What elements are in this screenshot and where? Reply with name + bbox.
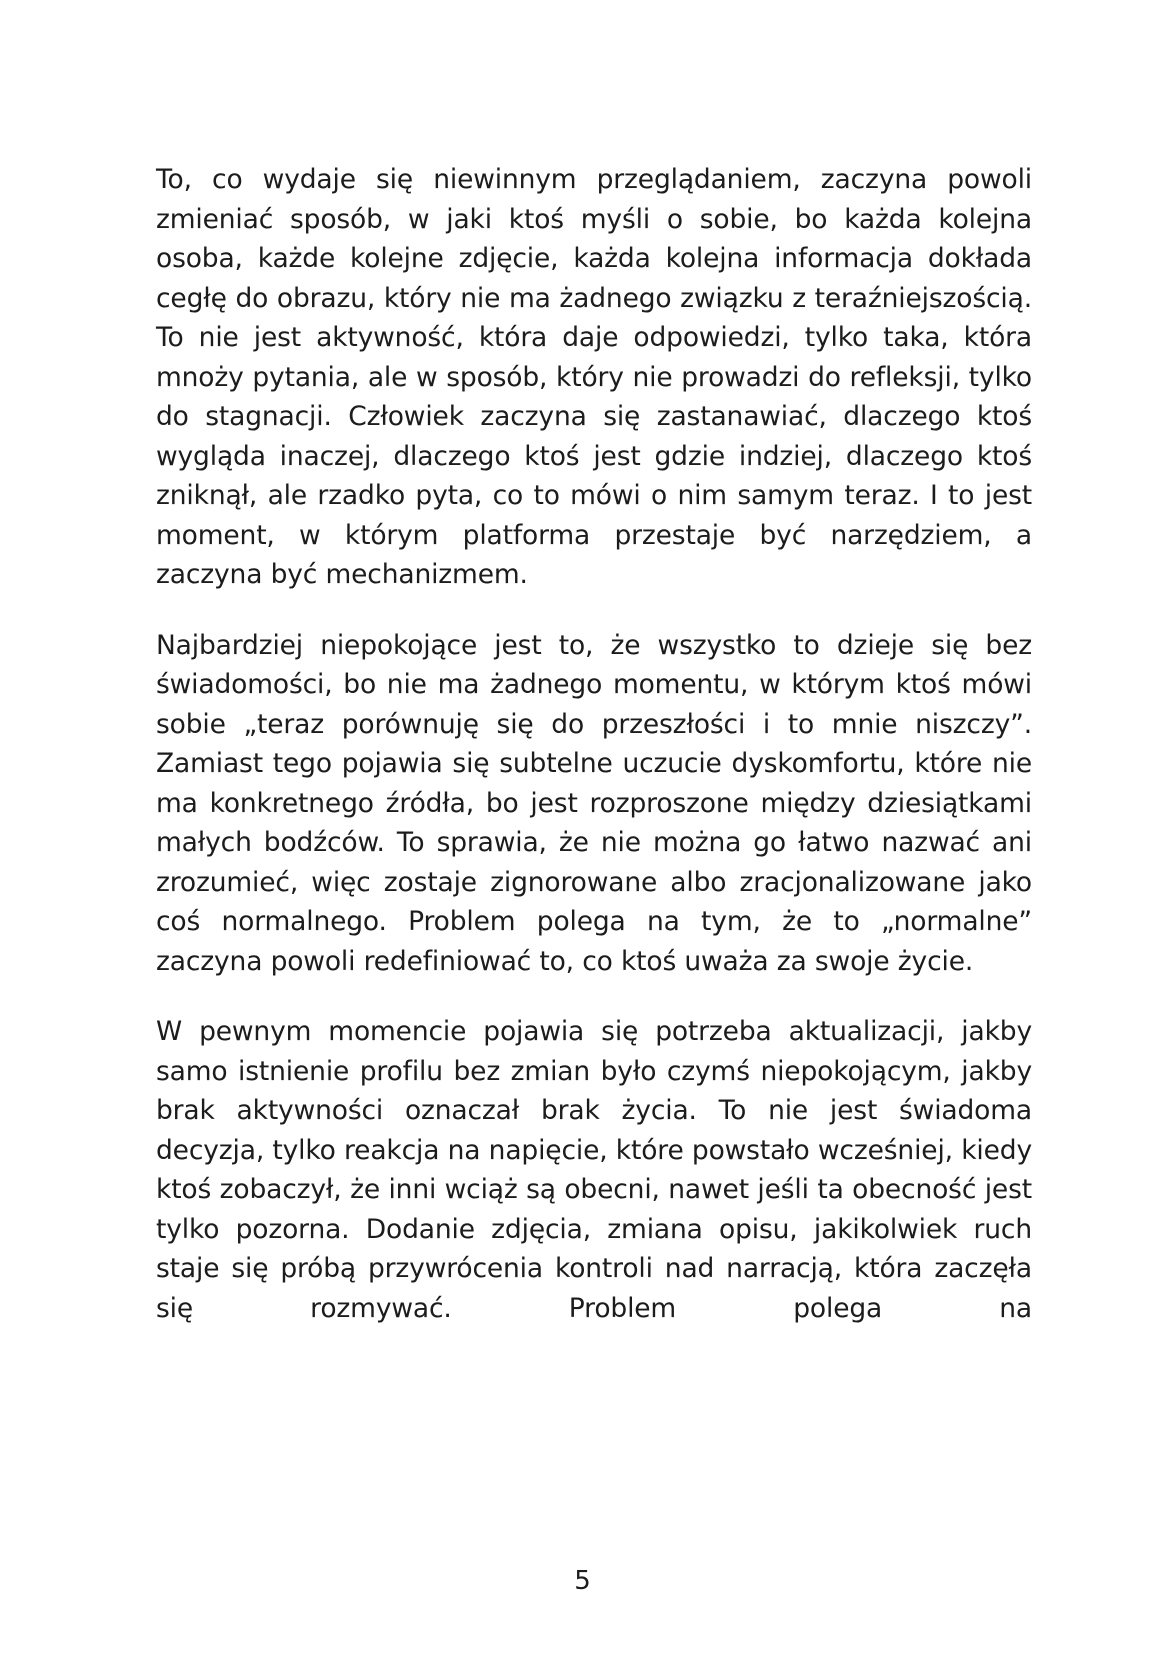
paragraph-3: W pewnym momencie pojawia się potrzeba aktualizacji, jakby samo istnienie profilu bez zmian było czymś niepokojącym, jakby brak aktywności oznaczał brak życia. To nie jest świadoma decyzja, tylko reakcja na napięcie, które powstało wcześniej, kiedy ktoś zobaczył, że inni wciąż są obecni, nawet jeśli ta obecność jest tylko pozorna. Dodanie zdjęcia, zmiana opisu, jakikolwiek ruch staje się próbą przywrócenia kontroli nad narracją, która zaczęła się rozmywać. Problem polega na	[156, 1016, 1032, 1324]
paragraph-2: Najbardziej niepokojące jest to, że wszystko to dzieje się bez świadomości, bo nie ma żadnego momentu, w którym ktoś mówi sobie „teraz porównuję się do przeszłości i to mnie niszczy”. Zamiast tego pojawia się subtelne uczucie dyskomfortu, które nie ma konkretnego źródła, bo jest rozproszone między dziesiątkami małych bodźców. To sprawia, że nie można go łatwo nazwać ani zrozumieć, więc zostaje zignorowane albo zracjonalizowane jako coś normalnego. Problem polega na tym, że to „normalne” zaczyna powoli redefiniować to, co ktoś uważa za swoje życie.	[156, 629, 1032, 977]
page-body	[156, 160, 1032, 1328]
paragraph-1: To, co wydaje się niewinnym przeglądaniem, zaczyna powoli zmieniać sposób, w jaki ktoś myśli o sobie, bo każda kolejna osoba, każde kolejne zdjęcie, każda kolejna informacja dokłada cegłę do obrazu, który nie ma żadnego związku z teraźniejszością. To nie jest aktywność, która daje odpowiedzi, tylko taka, która mnoży pytania, ale w sposób, który nie prowadzi do refleksji, tylko do stagnacji. Człowiek zaczyna się zastanawiać, dlaczego ktoś wygląda inaczej, dlaczego ktoś jest gdzie indziej, dlaczego ktoś zniknął, ale rzadko pyta, co to mówi o nim samym teraz. I to jest moment, w którym platforma przestaje być narzędziem, a zaczyna być mechanizmem.	[156, 164, 1032, 590]
page-number: 5	[574, 1566, 591, 1596]
